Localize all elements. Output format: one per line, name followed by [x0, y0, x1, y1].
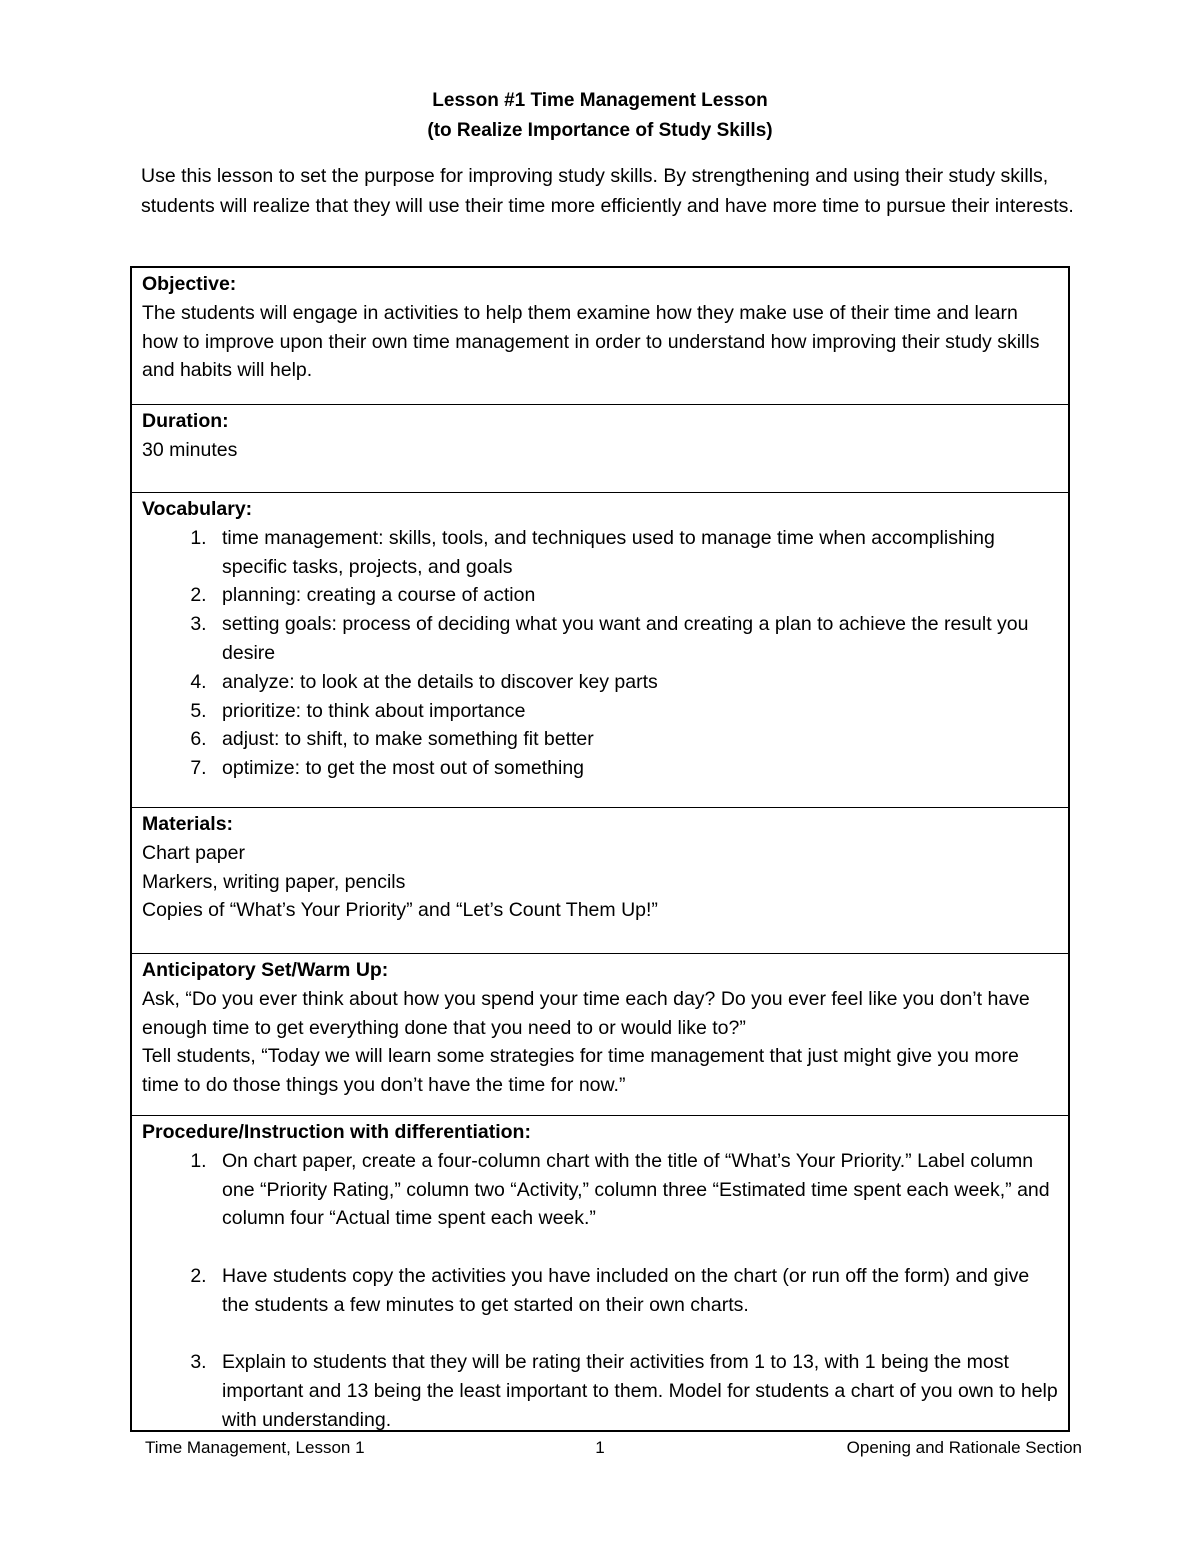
vocabulary-item: 4. analyze: to look at the details to discover key parts	[212, 668, 1058, 697]
anticipatory-set-heading: Anticipatory Set/Warm Up:	[142, 959, 389, 981]
vocabulary-list	[142, 524, 1058, 783]
lesson-plan-table	[130, 266, 1070, 1432]
lesson-title: Lesson #1 Time Management Lesson	[432, 90, 768, 111]
vocabulary-cell	[132, 493, 1068, 808]
anticipatory-set-tell: Tell students, “Today we will learn some strategies for time management that just might give you more time to do those things you don’t have the time for now.”	[142, 1045, 1019, 1097]
anticipatory-set-cell	[132, 954, 1068, 1116]
materials-item: Copies of “What’s Your Priority” and “Let’s Count Them Up!”	[142, 899, 658, 922]
vocabulary-item: 2. planning: creating a course of action	[212, 581, 1058, 610]
footer-page-number: 1	[595, 1438, 605, 1457]
procedure-step: 1. On chart paper, create a four-column chart with the title of “What’s Your Priority.” Label column one “Priority Rating,” column two “Activity,” column three “Estimated time spent each week,” and column four “Actual time spent each week.”	[212, 1147, 1058, 1233]
materials-item: Markers, writing paper, pencils	[142, 870, 406, 893]
materials-item: Chart paper	[142, 841, 245, 864]
materials-heading: Materials:	[142, 813, 234, 835]
duration-cell	[132, 405, 1068, 493]
objective-text: The students will engage in activities to help them examine how they make use of their time and learn how to improve upon their own time management in order to understand how improving their study skills and habits will help.	[142, 301, 1040, 382]
vocabulary-item: 6. adjust: to shift, to make something fit better	[212, 725, 1058, 754]
procedure-cell	[132, 1116, 1068, 1430]
vocabulary-item: 7. optimize: to get the most out of something	[212, 754, 1058, 783]
vocabulary-item: 3. setting goals: process of deciding what you want and creating a plan to achieve the result you desire	[212, 610, 1058, 668]
objective-heading: Objective:	[142, 273, 237, 295]
materials-cell	[132, 808, 1068, 954]
lesson-subtitle: (to Realize Importance of Study Skills)	[427, 120, 773, 141]
footer-document-title: Time Management, Lesson 1	[145, 1438, 365, 1457]
procedure-step: 2. Have students copy the activities you have included on the chart (or run off the form) and give the students a few minutes to get started on their own charts.	[212, 1262, 1058, 1320]
objective-cell	[132, 268, 1068, 405]
duration-text: 30 minutes	[142, 438, 238, 461]
vocabulary-heading: Vocabulary:	[142, 498, 253, 520]
procedure-step: 3. Explain to students that they will be rating their activities from 1 to 13, with 1 being the most important and 13 being the least important to them. Model for students a chart of you own to help with understanding.	[212, 1348, 1058, 1430]
duration-heading: Duration:	[142, 410, 229, 432]
anticipatory-set-ask: Ask, “Do you ever think about how you spend your time each day? Do you ever feel like you don’t have enough time to get everything done that you need to or would like to?”	[142, 987, 1030, 1039]
vocabulary-item: 5. prioritize: to think about importance	[212, 697, 1058, 726]
procedure-steps	[142, 1147, 1058, 1430]
procedure-heading: Procedure/Instruction with differentiation:	[142, 1121, 531, 1143]
footer-section-name: Opening and Rationale Section	[846, 1438, 1082, 1457]
intro-paragraph: Use this lesson to set the purpose for improving study skills. By strengthening and using their study skills, students will realize that they will use their time more efficiently and have more time to pursue their interests.	[141, 165, 1074, 217]
vocabulary-item: 1. time management: skills, tools, and techniques used to manage time when accomplishing specific tasks, projects, and goals	[212, 524, 1058, 582]
